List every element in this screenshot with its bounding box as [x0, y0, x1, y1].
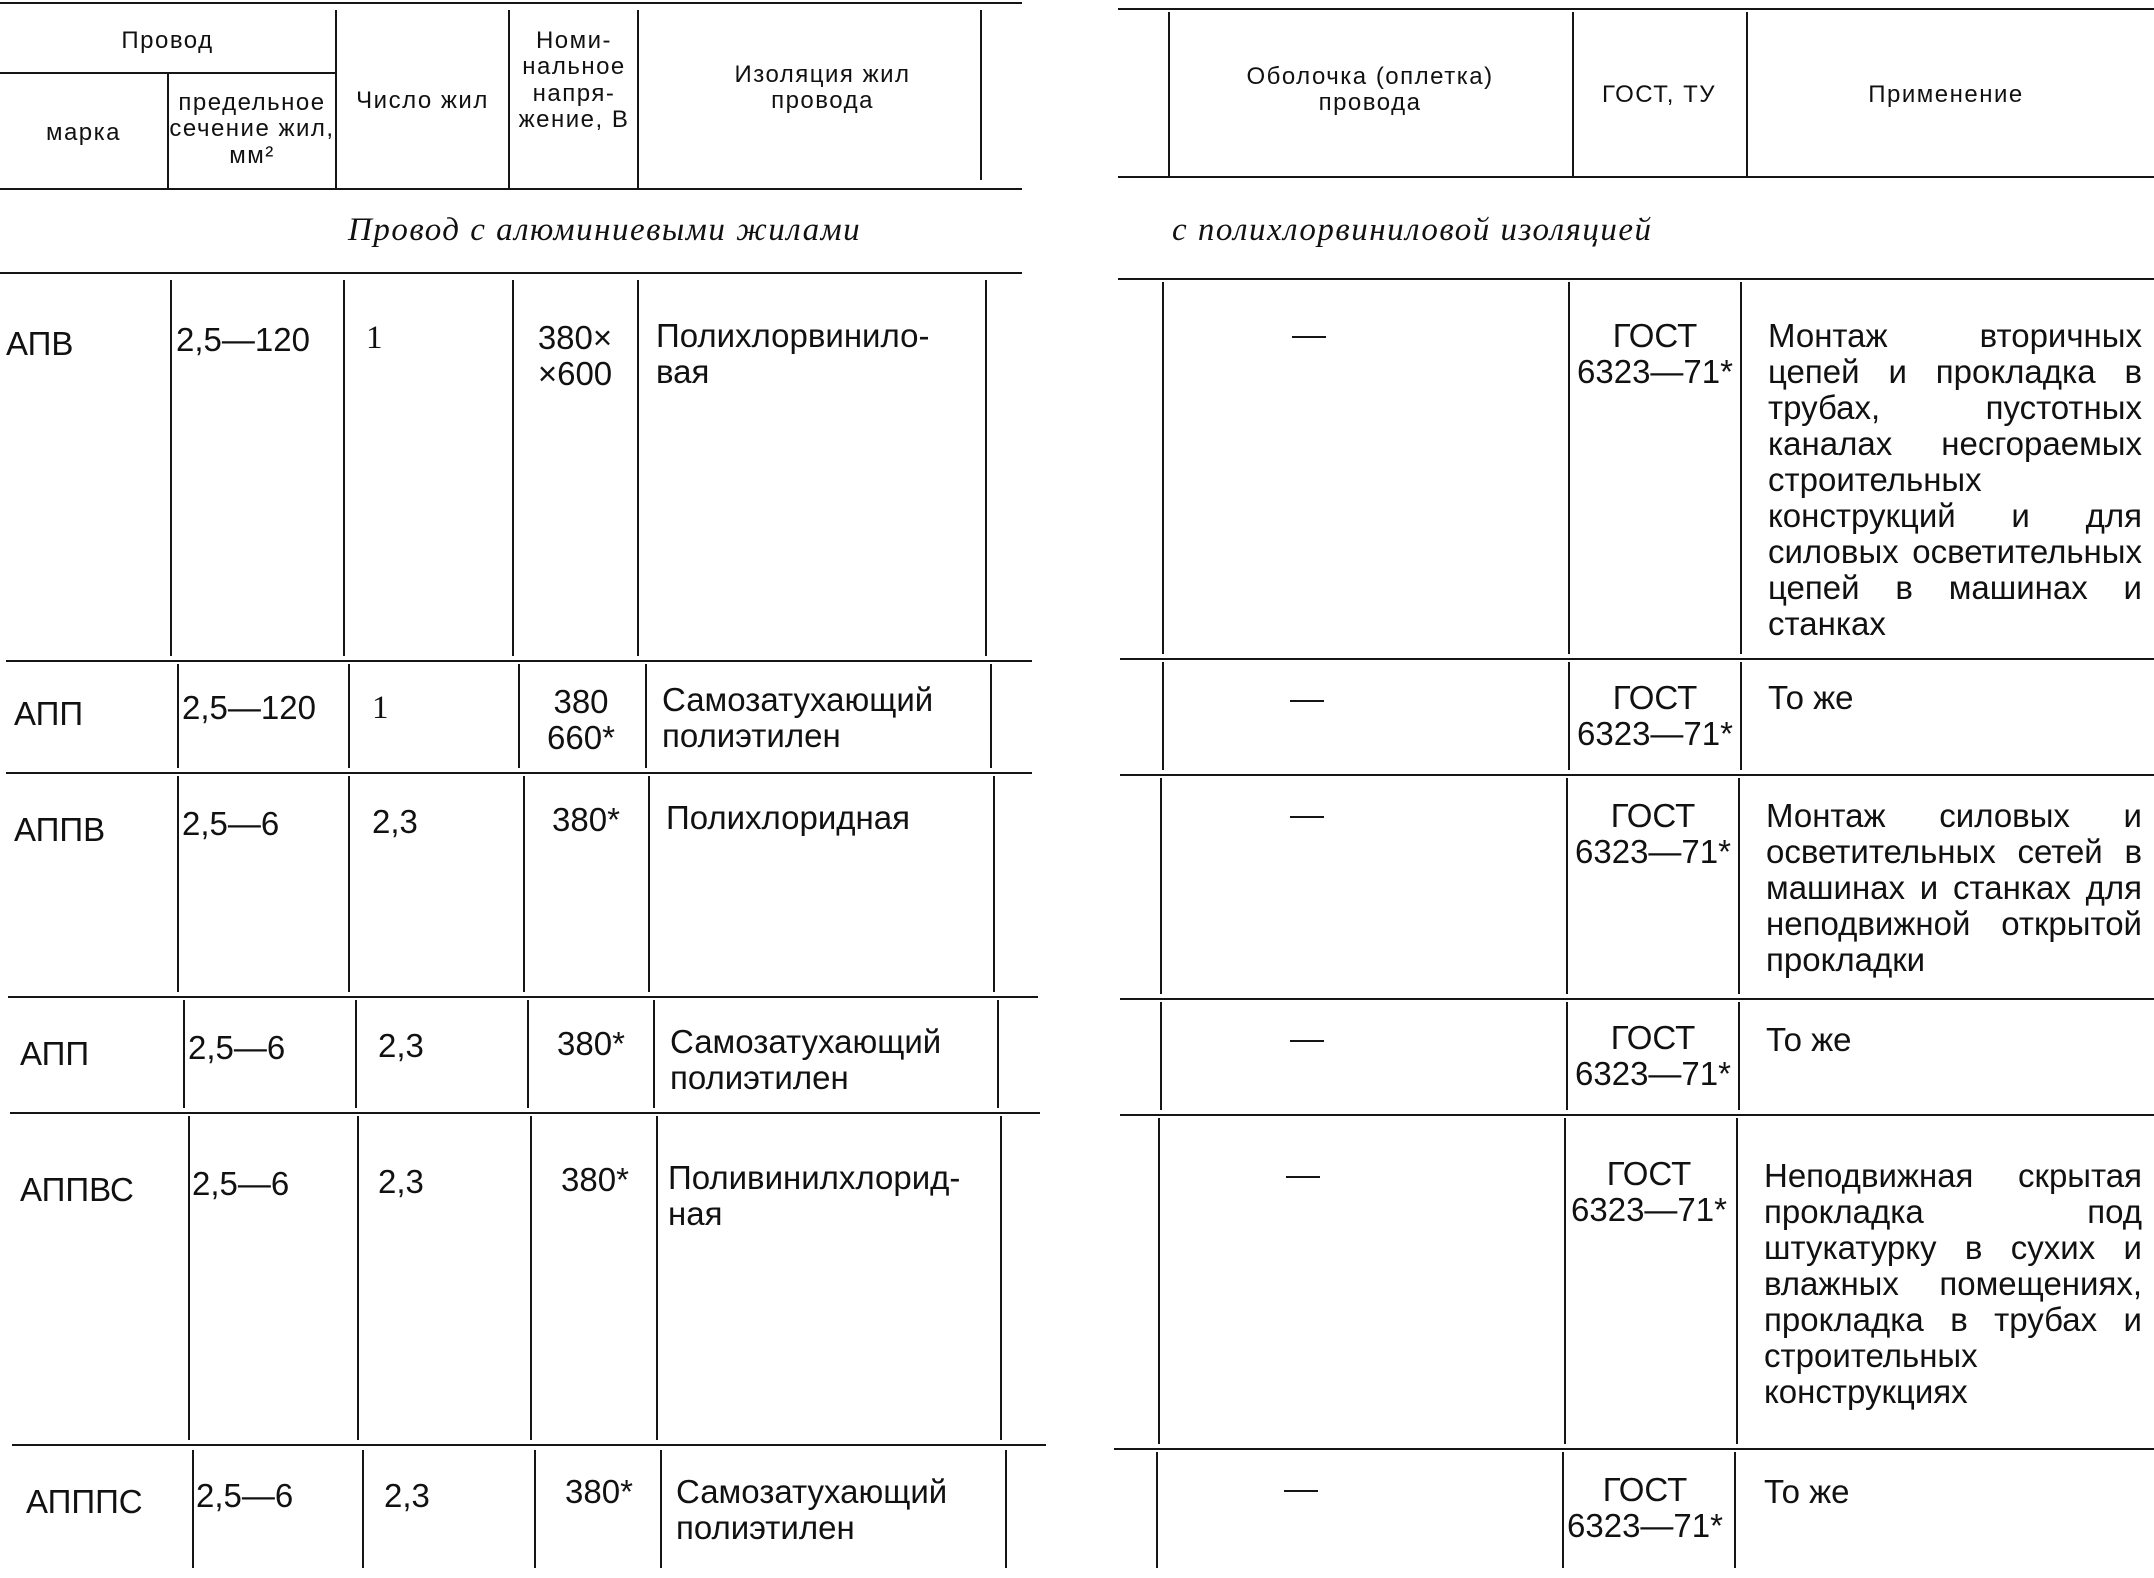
cell-marka: АПП	[20, 1035, 90, 1072]
cell-sechenie: 2,5—6	[196, 1477, 294, 1514]
header-provod: Провод	[121, 27, 214, 54]
vrule-b1	[177, 664, 179, 768]
rule-row5-bottom-left	[12, 1444, 1046, 1446]
cell-sechenie: 2,5—120	[182, 689, 316, 726]
vrule-b6	[1162, 282, 1164, 654]
rule-row4-bottom-right	[1120, 1114, 2154, 1116]
cell-marka: АПВ	[6, 325, 74, 362]
vrule-b4	[648, 776, 650, 992]
rule-row1-bottom-right	[1120, 658, 2154, 660]
vrule-b5	[993, 776, 995, 992]
cell-izolyaciya: Самозатухающий полиэтилен	[670, 1023, 942, 1096]
rule-row4-bottom-left	[10, 1112, 1040, 1114]
rule-row2-bottom-left	[6, 772, 1032, 774]
cell-izolyaciya: Полихлоридная	[666, 799, 911, 836]
vrule-b6	[1156, 1452, 1158, 1568]
vrule-b4	[653, 1000, 655, 1108]
cell-chislo: 2,3	[372, 803, 418, 840]
header-izolyaciya: Изоляция жил провода	[734, 61, 911, 115]
vrule-h5	[980, 10, 982, 180]
vrule-b3	[512, 280, 514, 656]
cell-obolochka-dash	[1290, 700, 1324, 702]
vrule-b8	[1734, 1452, 1736, 1568]
vrule-b8	[1736, 1118, 1738, 1444]
cell-primenenie: То же	[1768, 679, 1854, 716]
cell-izolyaciya: Самозатухающий полиэтилен	[676, 1473, 948, 1546]
vrule-b4	[645, 664, 647, 768]
cell-marka: АПП	[14, 695, 84, 732]
cell-gost: ГОСТ 6323—71*	[1567, 1471, 1723, 1544]
cell-primenenie: Монтаж вторичных цепей и прокладка в трубах, пустотных каналах несгораемых строительных конструкций и для силовых осветительных цепей в машинах и станках	[1768, 317, 2142, 642]
vrule-b1	[188, 1116, 190, 1440]
vrule-b6	[1158, 1118, 1160, 1444]
cell-sechenie: 2,5—6	[188, 1029, 286, 1066]
vrule-b1	[170, 280, 172, 656]
vrule-b3	[523, 776, 525, 992]
vrule-b2	[355, 1000, 357, 1108]
cell-chislo: 1	[366, 320, 383, 356]
subtitle-right: с полихлорвиниловой изоляцией	[1172, 212, 1653, 248]
vrule-b2	[348, 664, 350, 768]
vrule-b3	[534, 1450, 536, 1568]
vrule-h4	[637, 10, 639, 188]
vrule-b5	[997, 1000, 999, 1108]
cell-primenenie: Неподвижная скрытая прокладка под штукатурку в сухих и влажных помещениях, прокладка в трубах и строительных конструкциях	[1764, 1157, 2142, 1410]
cell-napryazhenie: 380× ×600	[537, 319, 613, 392]
vrule-b5	[1005, 1450, 1007, 1568]
vrule-b5	[985, 280, 987, 656]
rule-row1-bottom-left	[6, 660, 1032, 662]
header-chislo-zhil: Число жил	[356, 87, 489, 114]
vrule-b5	[990, 664, 992, 768]
cell-sechenie: 2,5—6	[182, 805, 280, 842]
vrule-b5	[1000, 1116, 1002, 1440]
rule-header-bottom-left	[0, 188, 1022, 190]
cell-gost: ГОСТ 6323—71*	[1575, 797, 1731, 870]
cell-obolochka-dash	[1286, 1176, 1320, 1178]
cell-chislo: 2,3	[378, 1163, 424, 1200]
cell-obolochka-dash	[1290, 816, 1324, 818]
vrule-b2	[343, 280, 345, 656]
cell-izolyaciya: Самозатухающий полиэтилен	[662, 681, 934, 754]
vrule-b6	[1160, 778, 1162, 994]
vrule-b6	[1162, 662, 1164, 770]
cell-obolochka-dash	[1292, 336, 1326, 338]
header-obolochka: Оболочка (оплетка) провода	[1246, 63, 1494, 117]
vrule-h6	[1168, 12, 1170, 176]
vrule-b4	[660, 1450, 662, 1568]
cell-izolyaciya: Полихлорвинило-вая	[656, 317, 930, 390]
cell-napryazhenie: 380*	[552, 801, 620, 838]
header-gost: ГОСТ, ТУ	[1601, 81, 1717, 108]
cell-primenenie: Монтаж силовых и осветительных сетей в машинах и станках для неподвижной открытой прокладки	[1766, 797, 2142, 978]
rule-body-top-right	[1118, 278, 2154, 280]
cell-sechenie: 2,5—6	[192, 1165, 290, 1202]
cell-chislo: 1	[372, 690, 389, 726]
cell-primenenie: То же	[1764, 1473, 1850, 1510]
rule-header-bottom-right	[1118, 176, 2154, 178]
cell-napryazhenie: 380*	[565, 1473, 633, 1510]
cell-chislo: 2,3	[378, 1027, 424, 1064]
vrule-b1	[183, 1000, 185, 1108]
cell-chislo: 2,3	[384, 1477, 430, 1514]
cell-gost: ГОСТ 6323—71*	[1577, 679, 1733, 752]
cell-izolyaciya: Поливинилхлорид-ная	[668, 1159, 961, 1232]
vrule-b2	[357, 1116, 359, 1440]
vrule-b3	[530, 1116, 532, 1440]
vrule-b6	[1160, 1002, 1162, 1110]
cell-sechenie: 2,5—120	[176, 321, 310, 358]
vrule-b3	[527, 1000, 529, 1108]
vrule-b1	[177, 776, 179, 992]
cell-napryazhenie: 380*	[557, 1025, 625, 1062]
vrule-b4	[656, 1116, 658, 1440]
rule-top-left	[0, 2, 1022, 4]
cell-obolochka-dash	[1284, 1490, 1318, 1492]
header-primenenie: Применение	[1868, 81, 2024, 108]
cell-gost: ГОСТ 6323—71*	[1577, 317, 1733, 390]
rule-row3-bottom-right	[1120, 998, 2154, 1000]
header-marka: марка	[45, 119, 122, 146]
cell-marka: АППВС	[20, 1171, 134, 1208]
subtitle-left: Провод с алюминиевыми жилами	[348, 212, 862, 248]
vrule-b4	[637, 280, 639, 656]
rule-row5-bottom-right	[1114, 1448, 2154, 1450]
cell-marka: АППВ	[14, 811, 106, 848]
cell-primenenie: То же	[1766, 1021, 1852, 1058]
cell-gost: ГОСТ 6323—71*	[1575, 1019, 1731, 1092]
vrule-b2	[362, 1450, 364, 1568]
cell-napryazhenie: 380*	[561, 1161, 629, 1198]
vrule-h3	[508, 10, 510, 188]
header-napryazhenie: Номи-нальное напря-жение, В	[518, 27, 630, 134]
header-sechenie: предельное сечение жил, мм²	[169, 89, 335, 169]
rule-row3-bottom-left	[8, 996, 1038, 998]
vrule-b2	[348, 776, 350, 992]
cell-gost: ГОСТ 6323—71*	[1571, 1155, 1727, 1228]
rule-row2-bottom-right	[1120, 774, 2154, 776]
cell-marka: АПППС	[26, 1483, 143, 1520]
rule-body-top-left	[0, 272, 1022, 274]
cell-obolochka-dash	[1290, 1040, 1324, 1042]
cell-napryazhenie: 380 660*	[547, 683, 615, 756]
rule-top-right	[1118, 8, 2154, 10]
